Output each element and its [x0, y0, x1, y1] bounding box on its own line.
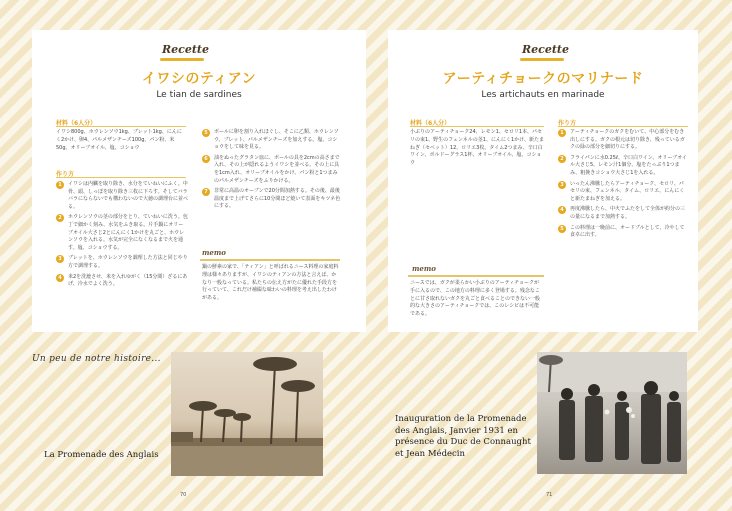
recette-badge: Recette [162, 43, 209, 56]
step-text: 油をぬったグラタン皿に、ボールの具を2cmの高さまで入れ、その上が隠れるようイワシを並べる。その上に具を1cm入れ、オリーブオイルをかけ、パン粉と1つまみのパルメザンチーズをふりかける。 [214, 154, 340, 184]
step-number: 7 [202, 188, 210, 196]
history-heading: Un peu de notre histoire... [32, 354, 161, 364]
recette-badge: Recette [522, 43, 569, 56]
step-item [558, 129, 688, 152]
step-number: 4 [558, 206, 566, 214]
step-number: 1 [56, 181, 64, 189]
step-text: 再度沸騰したら、中火でふたをして全体が約分の三の量になるまで加熱する。 [570, 206, 686, 220]
badge-underline [520, 58, 564, 61]
step-text: イワシは内臓を取り除き、水分をていねいにふく。中骨、頭、しっぽを取り除き三枚に下ろす。そしてバラバラにならないでも構わないので大徳の調理台に並べる。 [68, 181, 189, 210]
steps-list [558, 129, 688, 243]
step-text: ブレットを、ホウレンソウを調理した方法と同じやり方で調理する。 [68, 255, 188, 269]
step-text: フライパンに水0.25ℓ、辛口白ワイン、オリーブオイル大さじ5、レモン汁1個分、塩をたっぷり1つまみ、粗挽きコショウ大さじ1を入れる。 [570, 154, 687, 176]
inauguration-photo [537, 352, 687, 474]
recipe-title-jp: イワシのティアン [141, 71, 257, 87]
step-number: 2 [558, 155, 566, 163]
ingredients-text: イワシ800g、ホウレンソウ1kg、ブレット1kg、にんにく2かけ、卵4、パルメザンチーズ100g、パン粉、米50g、オリーブオイル、塩、コショウ [56, 129, 182, 151]
step-item [56, 274, 188, 289]
recipe-card-artichauts [388, 30, 698, 332]
recipe-title-fr: Le tian de sardines [156, 90, 242, 100]
step-number: 5 [202, 129, 210, 137]
section-rule [56, 126, 186, 127]
ingredients-text: 小ぶりのアーティチョーク24、レモン1、セロリ1本、パセリの束1、野生のフェンネルの茎1、にんにく1かけ、新たまねぎ（セベット）12、ロリエ3枚、タイム2つまみ、辛口白ワイン、ボルドーグラス1杯、オリーブオイル、塩、コショウ [410, 129, 544, 167]
step-item [202, 188, 342, 211]
memo-heading: memo [202, 248, 226, 257]
ingredients-label: 材料（6人分） [410, 120, 451, 127]
step-text: ホウレンソウの茎の部分をとり、ていねいに洗う。包丁で細かく刻み、水気をふき取る。片手鍋にオリーブオイル大さじ2とにんにく1かけを丸ごと、ホウレンソウを入れる。水気が完全になくなるまで火を通す。塩、コショウする。 [68, 214, 188, 251]
memo-rule [408, 275, 544, 277]
step-item [202, 129, 342, 152]
page-number-left: 70 [180, 492, 187, 498]
step-number: 6 [202, 155, 210, 163]
step-item [56, 255, 188, 270]
step-item [56, 214, 188, 252]
section-rule [56, 177, 186, 178]
step-number: 2 [56, 214, 64, 222]
step-item [558, 155, 688, 178]
recipe-title-fr: Les artichauts en marinade [481, 90, 605, 100]
page-number-right: 71 [546, 492, 553, 498]
steps-list-col2 [202, 129, 342, 214]
step-text: 米2を洗漉させ、米を入れゆがく（15分間）ざるにあげ、冷水でよく洗う。 [68, 273, 188, 288]
step-text: 非常に高温のオーブンで20分間加熱する。その後、最後温度まで上げてさらに10分間ほど焼いて表面をキツネ色にする。 [214, 188, 341, 210]
step-text: ボールに卵を割り入れほぐし、そこに乙類、ホウレンソウ、ブレット、パルメザンチーズを加えする。塩、コショウをして味を見る。 [214, 129, 339, 151]
caption-right: Inauguration de la Promenade des Anglais, Janvier 1931 en présence du Duc de Connaught et Jean Médecin [395, 414, 531, 459]
steps-list-col1 [56, 181, 188, 292]
step-text: アーティチョークのガクをむいて、中心部分をむき出しにする。ガクの根元は切り除き、残っているガクの緑の部分を細切りにする。 [570, 129, 685, 151]
ingredients-label: 材料（6人分） [56, 120, 97, 127]
step-item [56, 181, 188, 211]
step-number: 1 [558, 129, 566, 137]
recipe-title-jp: アーティチョークのマリナード [442, 71, 644, 87]
memo-rule [200, 259, 340, 261]
step-number: 3 [558, 181, 566, 189]
memo-heading: memo [412, 264, 436, 273]
palm-trees-image [171, 352, 323, 476]
promenade-photo [171, 352, 323, 476]
step-item [558, 206, 688, 221]
step-number: 5 [558, 225, 566, 233]
step-number: 3 [56, 255, 64, 263]
section-rule [410, 126, 544, 127]
step-item [202, 155, 342, 185]
step-item [558, 225, 688, 240]
method-label: 作り方 [558, 120, 577, 127]
step-text: この料理は一晩前に、オードブルとして、冷やして食卓に出す。 [570, 224, 685, 239]
badge-underline [160, 58, 204, 61]
recipe-card-sardines [32, 30, 366, 332]
section-rule [558, 126, 688, 127]
method-label: 作り方 [56, 171, 75, 178]
step-item [558, 181, 688, 204]
memo-text: ニースでは、ガクが柔らかい小ぶりのアーティチョークが手に入るので、この地方の料理に多く登場する。残念なことに甘さ取れないガクを丸ごと食べることのできない一般的な大きさのアーティチョークでは、このレシピは不可能である。 [410, 280, 541, 318]
crowd-image [537, 352, 687, 474]
memo-text: 鍋の鮮素の家で、「ティアン」と呼ばれるニース料理の家庭料理は様々ありますが、イワシのティアンの方法と言えば、かなり一般なっている。私たちの伝え方がたに優れた手段方を行っていて、これだけ補綴な味わいの料理を考え出したわけがある。 [202, 264, 339, 302]
step-number: 4 [56, 274, 64, 282]
step-text: いったん沸騰したらアーティチョーク、セロリ、パセリの束、フェンネル、タイム、ロリエ、にんにくと新たまねぎを加える。 [570, 180, 685, 202]
caption-left: La Promenade des Anglais [44, 450, 159, 460]
